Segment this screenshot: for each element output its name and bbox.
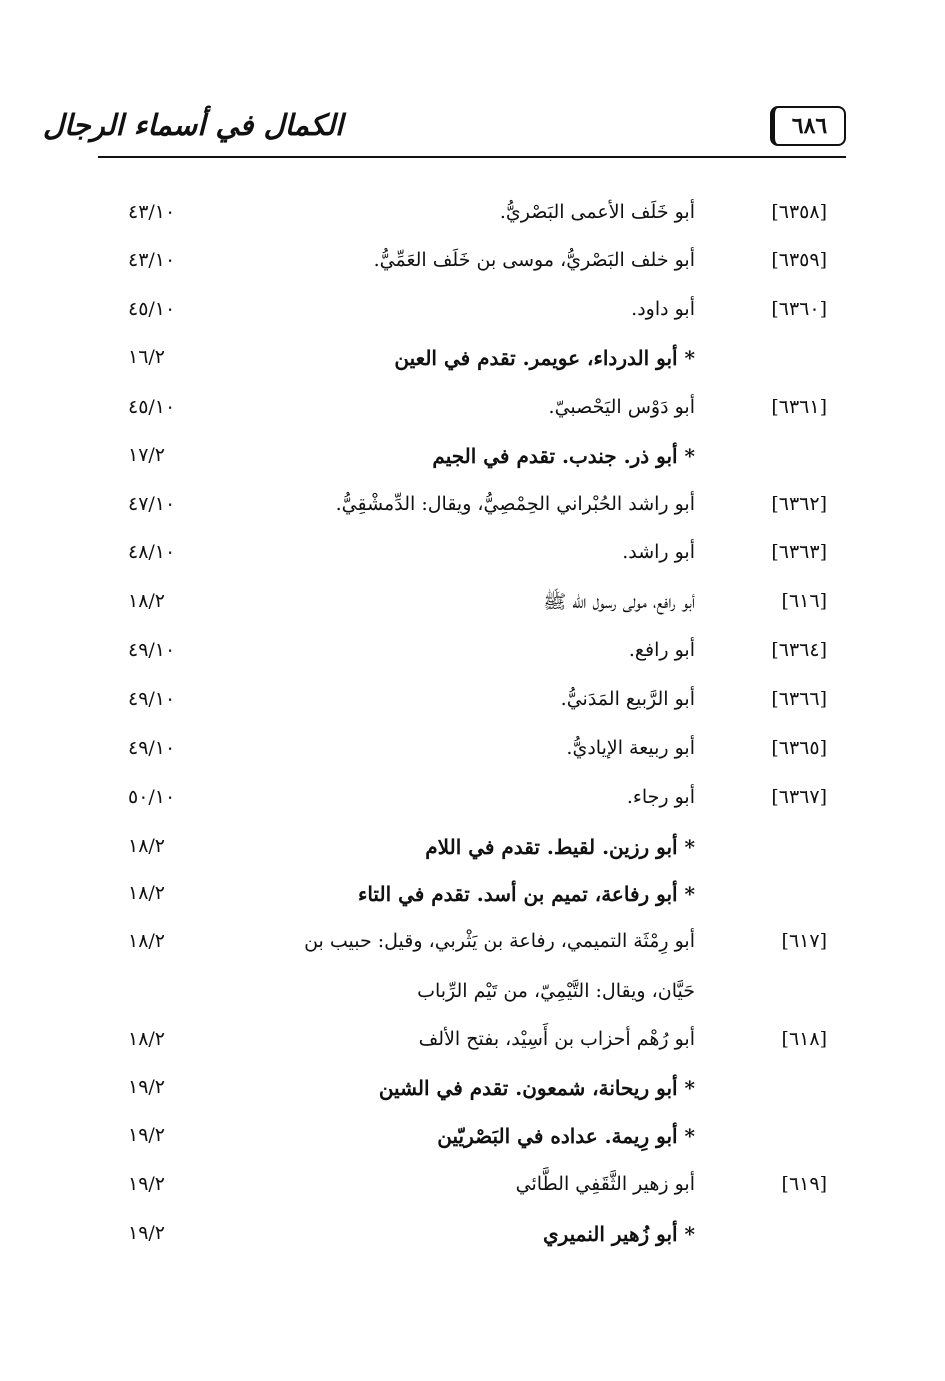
entry-name: أبو دَوْس اليَحْصبيّ. bbox=[548, 396, 695, 418]
entry-number: [٦١٧] bbox=[781, 930, 827, 952]
entry-number: [٦٣٦٢] bbox=[771, 493, 827, 515]
entry-name: أبو زهير الثَّقَفِي الطَّائي bbox=[515, 1173, 695, 1195]
page-number: ٦٨٦ bbox=[770, 106, 846, 146]
entry-reference: ١٩/٢ bbox=[128, 1076, 166, 1098]
cross-reference-entry bbox=[0, 340, 945, 380]
index-entry bbox=[0, 924, 945, 1014]
entry-reference: ١٩/٢ bbox=[128, 1124, 166, 1146]
entry-reference: ٤٣/١٠ bbox=[128, 249, 176, 271]
cross-reference-entry bbox=[0, 1118, 945, 1158]
entry-name: * أبو زُهير النميري bbox=[542, 1222, 695, 1246]
index-entry bbox=[0, 243, 945, 283]
index-entry bbox=[0, 731, 945, 771]
entry-number: [٦٣٦٤] bbox=[771, 639, 827, 661]
entry-number: [٦٣٥٨] bbox=[771, 201, 827, 223]
entry-number: [٦٣٥٩] bbox=[771, 249, 827, 271]
cross-reference-entry bbox=[0, 438, 945, 478]
entry-reference: ١٩/٢ bbox=[128, 1222, 166, 1244]
entry-number: [٦٣٦٦] bbox=[771, 688, 827, 710]
entry-reference: ٤٥/١٠ bbox=[128, 396, 176, 418]
entry-name: * أبو الدرداء، عويمر. تقدم في العين bbox=[394, 346, 695, 370]
entry-name: أبو داود. bbox=[631, 298, 695, 320]
entry-name: * أبو ذر. جندب. تقدم في الجيم bbox=[432, 444, 695, 468]
index-entry bbox=[0, 1167, 945, 1207]
entry-name: أبو رافع، مولى رسول الله ﷺ bbox=[543, 591, 695, 613]
entry-reference: ٤٩/١٠ bbox=[128, 639, 176, 661]
entry-number: [٦٣٦٧] bbox=[771, 786, 827, 808]
entry-reference: ١٨/٢ bbox=[128, 882, 166, 904]
entry-number: [٦١٩] bbox=[781, 1173, 827, 1195]
entry-reference: ١٨/٢ bbox=[128, 590, 166, 612]
entry-reference: ٤٣/١٠ bbox=[128, 201, 176, 223]
index-entry bbox=[0, 584, 945, 624]
entry-reference: ٥٠/١٠ bbox=[128, 786, 176, 808]
entry-reference: ٤٥/١٠ bbox=[128, 298, 176, 320]
entry-name: أبو رجاء. bbox=[626, 786, 695, 808]
entry-name: * أبو رفاعة، تميم بن أسد. تقدم في التاء bbox=[357, 882, 695, 906]
entry-name: * أبو رزين. لقيط. تقدم في اللام bbox=[425, 835, 695, 859]
entry-number: [٦٣٦٠] bbox=[771, 298, 827, 320]
index-entry bbox=[0, 292, 945, 332]
entry-name: أبو رِمْثَة التميمي، رفاعة بن يَثْربي، وقيل: حبيب بن bbox=[304, 930, 695, 952]
entry-name: أبو الرَّبيع المَدَنيُّ. bbox=[560, 688, 695, 710]
index-entry bbox=[0, 487, 945, 527]
entry-name: * أبو ريحانة، شمعون. تقدم في الشين bbox=[378, 1076, 695, 1100]
entry-reference: ٤٧/١٠ bbox=[128, 493, 176, 515]
entry-reference: ٤٩/١٠ bbox=[128, 737, 176, 759]
entry-name: أبو راشد الحُبْراني الحِمْصِيُّ، ويقال: الدِّمشْقِيُّ. bbox=[335, 493, 695, 515]
entry-number: [٦٣٦١] bbox=[771, 396, 827, 418]
cross-reference-entry bbox=[0, 1216, 945, 1256]
cross-reference-entry bbox=[0, 1070, 945, 1110]
entry-name-continuation: حَيَّان، ويقال: التَّيْمِيّ، من تَيْم الرِّباب bbox=[417, 980, 695, 1002]
entry-number: [٦١٦] bbox=[781, 590, 827, 612]
cross-reference-entry bbox=[0, 829, 945, 869]
entry-reference: ١٨/٢ bbox=[128, 930, 166, 952]
entry-number: [٦٣٦٣] bbox=[771, 541, 827, 563]
entry-name: أبو رُهْم أحزاب بن أَسِيْد، بفتح الألف bbox=[418, 1028, 695, 1050]
index-entry bbox=[0, 633, 945, 673]
entry-reference: ١٧/٢ bbox=[128, 444, 166, 466]
index-entry bbox=[0, 195, 945, 235]
entry-name: أبو خَلَف الأعمى البَصْريُّ. bbox=[499, 201, 695, 223]
index-entry bbox=[0, 1022, 945, 1062]
index-entry bbox=[0, 780, 945, 820]
entry-number: [٦١٨] bbox=[781, 1028, 827, 1050]
index-entry bbox=[0, 390, 945, 430]
entry-number: [٦٣٦٥] bbox=[771, 737, 827, 759]
entry-name: * أبو رِيمة. عداده في البَصْريّين bbox=[437, 1124, 695, 1148]
entry-reference: ١٩/٢ bbox=[128, 1173, 166, 1195]
entry-name: أبو راشد. bbox=[622, 541, 695, 563]
entry-name: أبو رافع. bbox=[628, 639, 695, 661]
entry-reference: ٤٨/١٠ bbox=[128, 541, 176, 563]
entry-reference: ١٦/٢ bbox=[128, 346, 166, 368]
entry-reference: ١٨/٢ bbox=[128, 835, 166, 857]
book-title-calligraphy: الكمال في أسماء الرجال bbox=[42, 108, 344, 142]
entry-reference: ٤٩/١٠ bbox=[128, 688, 176, 710]
entry-name: أبو خلف البَصْريُّ، موسى بن خَلَف العَمِّيُّ. bbox=[373, 249, 695, 271]
entry-name: أبو ربيعة الإياديُّ. bbox=[566, 737, 695, 759]
index-entry bbox=[0, 535, 945, 575]
entry-reference: ١٨/٢ bbox=[128, 1028, 166, 1050]
index-entry bbox=[0, 682, 945, 722]
cross-reference-entry bbox=[0, 876, 945, 916]
